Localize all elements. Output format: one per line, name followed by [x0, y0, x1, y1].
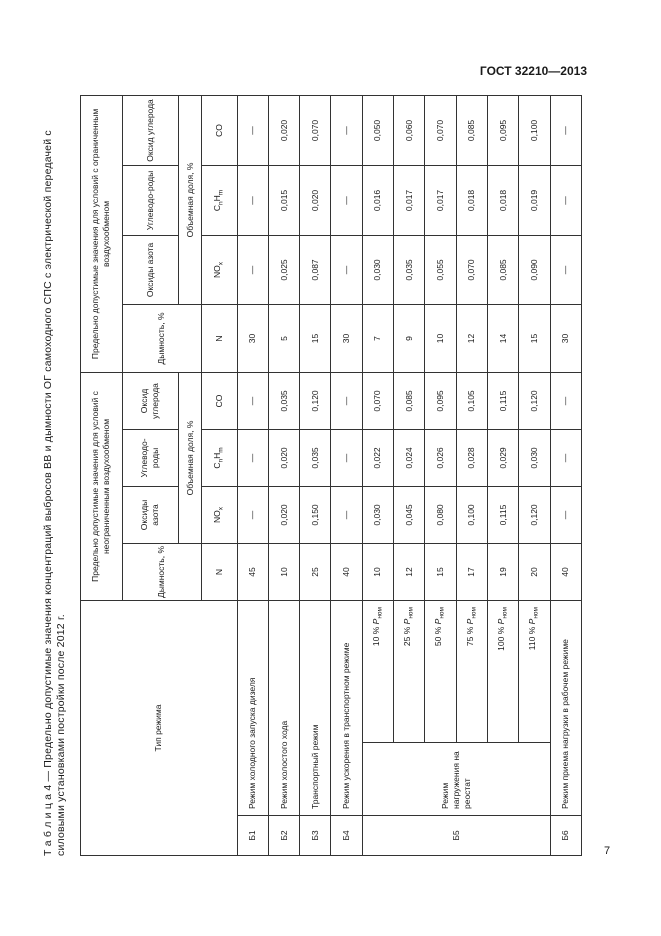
value-cell: 15: [425, 543, 456, 600]
header-mode-type: Тип режима: [81, 600, 238, 855]
symbol-nox: $NO_x$: [202, 486, 237, 543]
value-cell: 0,030: [519, 429, 550, 486]
value-cell: 40: [331, 543, 362, 600]
value-cell: —: [331, 486, 362, 543]
value-cell: 0,017: [425, 165, 456, 235]
value-cell: 0,022: [362, 429, 393, 486]
symbol-nox: $NO_x$: [202, 235, 237, 304]
value-cell: 0,016: [362, 165, 393, 235]
header-volume-fraction-lim: Объемная доля, %: [179, 95, 202, 304]
value-cell: 0,017: [394, 165, 425, 235]
header-co-lim: Оксид углерода: [122, 95, 178, 165]
value-cell: 0,087: [300, 235, 331, 304]
load-level: 50 % $P_{ном}$: [425, 600, 456, 742]
mode-number: Б2: [268, 816, 299, 856]
value-cell: 0,120: [300, 372, 331, 429]
value-cell: —: [237, 372, 268, 429]
value-cell: 0,085: [394, 372, 425, 429]
value-cell: —: [331, 429, 362, 486]
table-row: [394, 95, 425, 855]
value-cell: 0,115: [488, 372, 519, 429]
value-cell: 0,085: [456, 95, 487, 165]
value-cell: 17: [456, 543, 487, 600]
header-ch-unlim: Углеводо-роды: [122, 429, 178, 486]
value-cell: 0,070: [300, 95, 331, 165]
value-cell: 0,035: [394, 235, 425, 304]
value-cell: 0,020: [268, 95, 299, 165]
symbol-ch: $C_nH_m$: [202, 165, 237, 235]
value-cell: 25: [300, 543, 331, 600]
value-cell: 19: [488, 543, 519, 600]
load-level: 75 % $P_{ном}$: [456, 600, 487, 742]
value-cell: 9: [394, 304, 425, 372]
mode-type: Режим холодного запуска дизеля: [237, 600, 268, 815]
value-cell: —: [550, 95, 581, 165]
value-cell: 0,055: [425, 235, 456, 304]
value-cell: 30: [550, 304, 581, 372]
mode-type: Режим холостого хода: [268, 600, 299, 815]
mode-type: Транспортный режим: [300, 600, 331, 815]
table-row: [237, 95, 268, 855]
value-cell: 0,025: [268, 235, 299, 304]
header-smoke-lim: Дымность, %: [122, 304, 201, 372]
header-smoke-unlim: Дымность, %: [122, 543, 201, 600]
value-cell: 15: [519, 304, 550, 372]
value-cell: 0,070: [362, 372, 393, 429]
table-row: [331, 95, 362, 855]
mode-type: Режим приема нагрузки в рабочем режиме: [550, 600, 581, 815]
table-row: [488, 95, 519, 855]
symbol-ch: $C_nH_m$: [202, 429, 237, 486]
mode-number: Б5: [362, 816, 550, 856]
table-row: [456, 95, 487, 855]
header-nox-unlim: Оксиды азота: [122, 486, 178, 543]
mode-number: Б6: [550, 816, 581, 856]
table-row: [519, 95, 550, 855]
value-cell: 0,070: [456, 235, 487, 304]
value-cell: 0,085: [488, 235, 519, 304]
value-cell: 0,024: [394, 429, 425, 486]
value-cell: 0,060: [394, 95, 425, 165]
value-cell: 0,018: [456, 165, 487, 235]
load-level: 110 % $P_{ном}$: [519, 600, 550, 742]
value-cell: 10: [268, 543, 299, 600]
value-cell: —: [331, 235, 362, 304]
rotated-table-block: [42, 96, 582, 856]
value-cell: —: [550, 429, 581, 486]
value-cell: 0,015: [268, 165, 299, 235]
value-cell: 0,045: [394, 486, 425, 543]
value-cell: —: [237, 165, 268, 235]
value-cell: 30: [237, 304, 268, 372]
value-cell: 0,090: [519, 235, 550, 304]
value-cell: 5: [268, 304, 299, 372]
value-cell: 15: [300, 304, 331, 372]
value-cell: —: [550, 235, 581, 304]
symbol-co: CO: [202, 372, 237, 429]
value-cell: 0,100: [519, 95, 550, 165]
value-cell: 0,028: [456, 429, 487, 486]
value-cell: 10: [425, 304, 456, 372]
value-cell: —: [331, 372, 362, 429]
value-cell: 30: [331, 304, 362, 372]
value-cell: 0,035: [268, 372, 299, 429]
value-cell: 0,120: [519, 486, 550, 543]
mode-number: Б1: [237, 816, 268, 856]
value-cell: 45: [237, 543, 268, 600]
header-co-unlim: Оксид углерода: [122, 372, 178, 429]
header-nox-lim: Оксиды азота: [122, 235, 178, 304]
page-number: 7: [604, 845, 611, 857]
value-cell: 40: [550, 543, 581, 600]
header-ch-lim: Углеводо-роды: [122, 165, 178, 235]
value-cell: 0,095: [488, 95, 519, 165]
value-cell: —: [237, 95, 268, 165]
value-cell: 0,035: [300, 429, 331, 486]
value-cell: 14: [488, 304, 519, 372]
mode-number: Б4: [331, 816, 362, 856]
value-cell: 0,029: [488, 429, 519, 486]
mode-number: Б3: [300, 816, 331, 856]
header-limited-air: Предельно допустимые значения для условий с ограниченным воздухообменом: [81, 95, 123, 372]
symbol-n: N: [202, 304, 237, 372]
value-cell: 0,115: [488, 486, 519, 543]
load-level: 25 % $P_{ном}$: [394, 600, 425, 742]
document-header: ГОСТ 32210—2013: [479, 64, 587, 78]
emissions-table: [80, 95, 582, 856]
symbol-n: N: [202, 543, 237, 600]
value-cell: 0,020: [268, 429, 299, 486]
table-row: [300, 95, 331, 855]
mode-type: Режим ускорения в транспортном режиме: [331, 600, 362, 815]
value-cell: 0,070: [425, 95, 456, 165]
symbol-co: CO: [202, 95, 237, 165]
value-cell: 0,100: [456, 486, 487, 543]
table-row: [268, 95, 299, 855]
value-cell: 0,018: [488, 165, 519, 235]
value-cell: 7: [362, 304, 393, 372]
value-cell: 0,020: [268, 486, 299, 543]
header-unlimited-air: Предельно допустимые значения для условий с неограниченным воздухообменом: [81, 372, 123, 600]
value-cell: —: [237, 486, 268, 543]
value-cell: 0,026: [425, 429, 456, 486]
value-cell: 0,120: [519, 372, 550, 429]
load-level: 10 % $P_{ном}$: [362, 600, 393, 742]
value-cell: 10: [362, 543, 393, 600]
value-cell: 0,150: [300, 486, 331, 543]
value-cell: —: [237, 429, 268, 486]
value-cell: 0,080: [425, 486, 456, 543]
value-cell: —: [550, 165, 581, 235]
value-cell: 12: [456, 304, 487, 372]
value-cell: 0,020: [300, 165, 331, 235]
table-row: [550, 95, 581, 855]
table-caption: Т а б л и ц а 4 — Предельно допустимые значения концентраций выбросов ВВ и дымности ОГ самоходного СПС с электрической передачей с силовыми установками постройки после 2012 г.: [42, 130, 67, 856]
table-row: [362, 95, 393, 855]
value-cell: —: [331, 95, 362, 165]
table-row: [425, 95, 456, 855]
value-cell: 0,030: [362, 486, 393, 543]
value-cell: 12: [394, 543, 425, 600]
load-level: 100 % $P_{ном}$: [488, 600, 519, 742]
value-cell: —: [331, 165, 362, 235]
value-cell: 0,050: [362, 95, 393, 165]
value-cell: 20: [519, 543, 550, 600]
header-volume-fraction-unlim: Объемная доля, %: [179, 372, 202, 543]
value-cell: —: [237, 235, 268, 304]
value-cell: 0,030: [362, 235, 393, 304]
value-cell: 0,105: [456, 372, 487, 429]
value-cell: —: [550, 372, 581, 429]
value-cell: 0,095: [425, 372, 456, 429]
mode-type: Режим нагружения на реостат: [362, 743, 550, 816]
value-cell: —: [550, 486, 581, 543]
value-cell: 0,019: [519, 165, 550, 235]
